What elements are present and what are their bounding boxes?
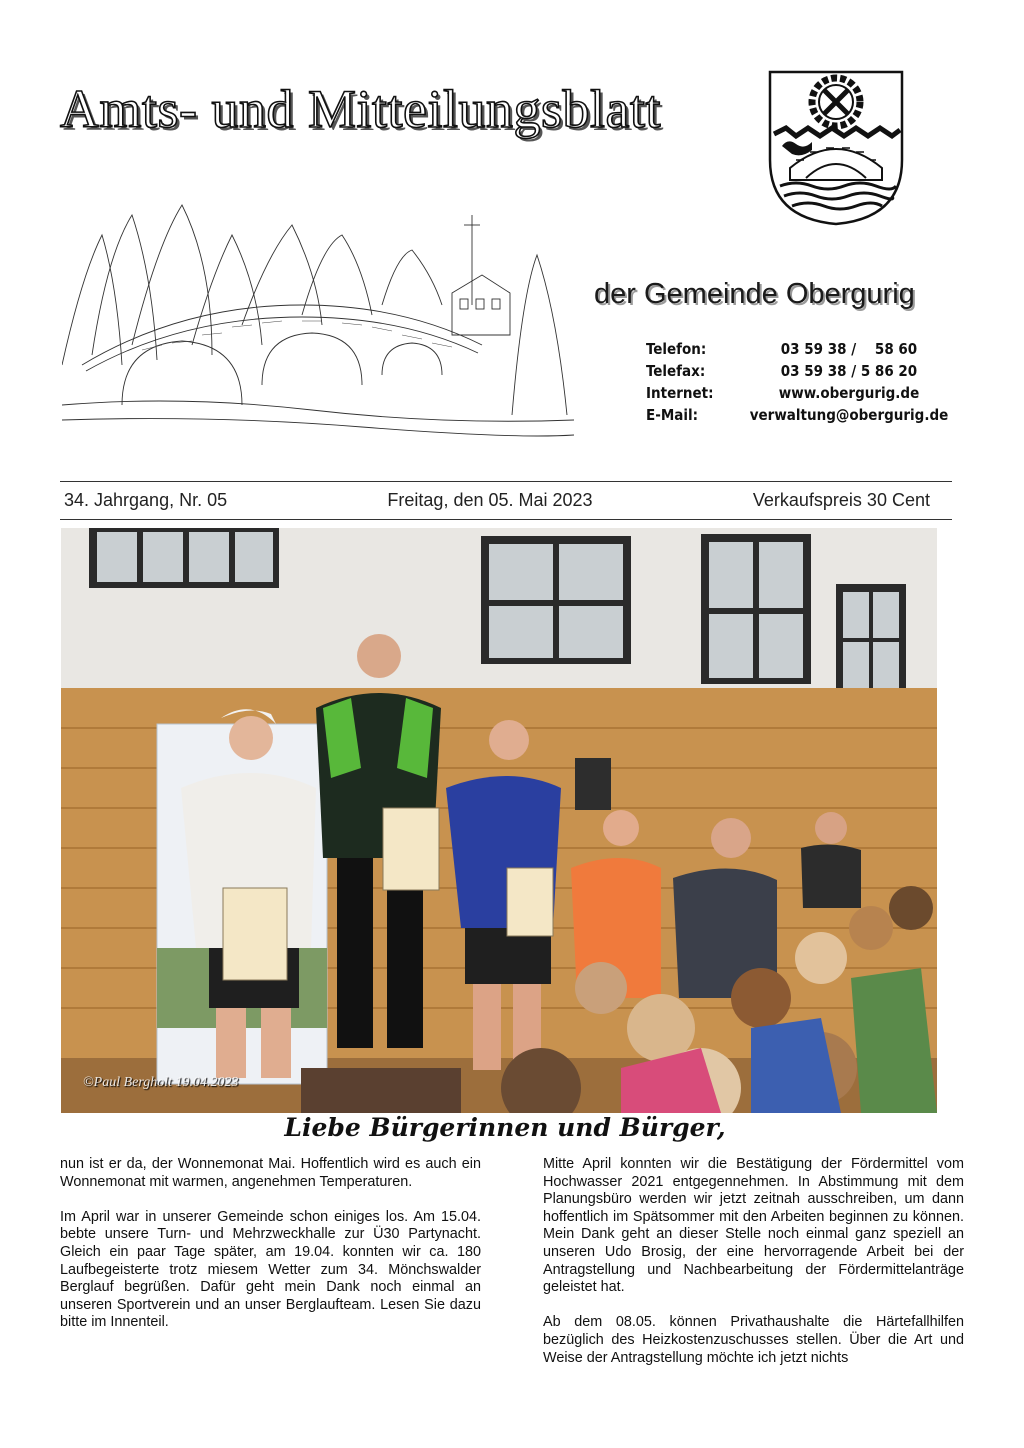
contact-fax bbox=[646, 360, 956, 382]
masthead-subtitle: der Gemeinde Obergurig bbox=[594, 278, 915, 310]
coat-of-arms-icon bbox=[766, 68, 906, 228]
masthead-title: Amts- und Mitteilungsblatt bbox=[60, 79, 661, 139]
article-column-right bbox=[543, 1156, 964, 1385]
contact-website-link[interactable]: www.obergurig.de bbox=[778, 384, 920, 402]
contact-label: Internet: bbox=[646, 384, 714, 402]
contact-email bbox=[646, 404, 956, 426]
contact-block bbox=[646, 338, 956, 426]
issue-price: Verkaufspreis 30 Cent bbox=[752, 490, 930, 510]
photo-credit: ©Paul Bergholt 19.04.2023 bbox=[83, 1075, 239, 1090]
cover-photo bbox=[61, 528, 937, 1113]
contact-label: Telefon: bbox=[646, 340, 707, 358]
article-paragraph: Mitte April konnten wir die Bestätigung der Fördermittel vom Hochwasser 2021 entgegennehmen. In Abstimmung mit dem Planungsbüro werden wir jetzt zeitnah ausschreiben, um dann hoffentlich im Spätsommer mit den Arbeiten beginnen zu können. Mein Dank geht an dieser Stelle noch einmal ganz speziell an unseren Udo Brosig, der eine hervorragende Arbeit bei der Antragstellung und Nachbearbeitung der Fördermittelanträge geleistet hat. bbox=[543, 1156, 964, 1296]
issue-info-bar bbox=[60, 481, 952, 520]
bridge-sketch-illustration bbox=[62, 195, 574, 440]
contact-internet bbox=[646, 382, 956, 404]
article-column-left bbox=[60, 1156, 481, 1350]
article-greeting: Liebe Bürgerinnen und Bürger, bbox=[284, 1113, 726, 1142]
article-paragraph: nun ist er da, der Wonnemonat Mai. Hoffentlich wird es auch ein Wonnemonat mit warmen, angenehmen Temperaturen. bbox=[60, 1156, 481, 1190]
article-paragraph: Ab dem 08.05. können Privathaushalte die Härtefallhilfen bezüglich des Heizkostenzuschusses stellen. Über die Art und Weise der Antragstellung möchte ich jetzt nichts bbox=[543, 1314, 964, 1366]
issue-volume: 34. Jahrgang, Nr. 05 bbox=[64, 490, 228, 510]
contact-label: E-Mail: bbox=[646, 406, 699, 424]
contact-email-link[interactable]: verwaltung@obergurig.de bbox=[749, 406, 949, 424]
contact-value: 03 59 38 / 58 60 bbox=[780, 340, 918, 358]
contact-value: 03 59 38 / 5 86 20 bbox=[780, 362, 918, 380]
contact-label: Telefax: bbox=[646, 362, 706, 380]
award-ceremony-photo bbox=[61, 528, 937, 1113]
contact-phone bbox=[646, 338, 956, 360]
issue-date: Freitag, den 05. Mai 2023 bbox=[387, 490, 593, 510]
article-paragraph: Im April war in unserer Gemeinde schon einiges los. Am 15.04. bebte unsere Turn- und Mehrzweckhalle zur Ü30 Partynacht. Gleich ein paar Tage später, am 19.04. konnten wir ca. 180 Laufbegeisterte trotz miesem Wetter zum 34. Mönchswalder Berglauf begrüßen. Dafür geht mein Dank noch einmal an unseren Sportverein und an unser Berglaufteam. Lesen Sie dazu bitte im Innenteil. bbox=[60, 1208, 481, 1331]
